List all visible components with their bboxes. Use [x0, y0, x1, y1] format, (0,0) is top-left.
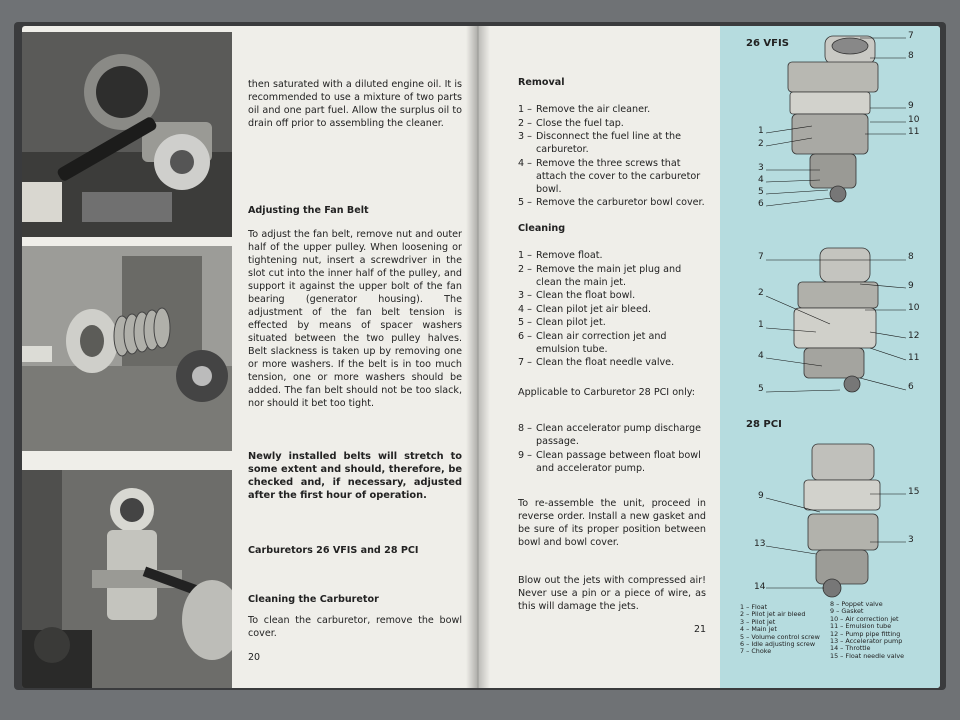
photo-fan-belt-pulley	[22, 246, 232, 451]
cleaning-steps	[518, 249, 706, 370]
legend-item: 13 – Accelerator pump	[830, 637, 903, 646]
list-item: 3 – Clean the float bowl.	[518, 290, 636, 301]
callout-label: 2	[758, 288, 764, 298]
cleaning-carburetor-heading: Cleaning the Carburetor	[248, 594, 379, 605]
legend-right	[830, 601, 904, 660]
callout-label: 12	[908, 331, 920, 341]
photo-air-cleaner	[22, 32, 232, 237]
removal-steps	[518, 103, 706, 210]
list-item: 1 – Remove the air cleaner.	[518, 104, 651, 115]
callout-label: 5	[758, 187, 764, 197]
callout-label: 11	[908, 127, 920, 137]
list-item: 5 – Remove the carburetor bowl cover.	[518, 197, 705, 208]
callout-label: 5	[758, 384, 764, 394]
legend-left	[740, 604, 820, 656]
legend-item: 12 – Pump pipe fitting	[830, 629, 901, 638]
new-belts-note: Newly installed belts will stretch to some extent and should, therefore, be checked and, if necessary, adjusted after the first hour of operation.	[248, 451, 462, 501]
legend-item: 9 – Gasket	[830, 607, 864, 616]
list-item: 3 – Disconnect the fuel line at the carburetor.	[518, 131, 682, 155]
callout-label: 2	[758, 139, 764, 149]
callout-label: 1	[758, 126, 764, 136]
list-item: 7 – Clean the float needle valve.	[518, 357, 675, 368]
callout-label: 7	[758, 252, 764, 262]
legend-item: 7 – Choke	[740, 647, 772, 656]
legend-item: 15 – Float needle valve	[830, 651, 905, 660]
list-item: 9 – Clean passage between float bowl and accelerator pump.	[518, 449, 701, 474]
list-item: 4 – Clean pilot jet air bleed.	[518, 303, 651, 315]
intro-paragraph: then saturated with a diluted engine oil. It is recommended to use a mixture of two parts oil and one part fuel. Allow the surplus oil to drain off prior to assembling the cleaner.	[248, 79, 462, 129]
applicable-note: Applicable to Carburetor 28 PCI only:	[518, 387, 696, 398]
list-item: 2 – Close the fuel tap.	[518, 117, 624, 129]
list-item: 1 – Remove float.	[518, 250, 603, 261]
list-item: 8 – Clean accelerator pump discharge passage.	[518, 423, 702, 447]
photo-carburetor	[22, 470, 232, 688]
fan-belt-paragraph: To adjust the fan belt, remove nut and outer half of the upper pulley. When loosening or tightening nut, insert a screwdriver in the slot cut into the inner half of the pulley, and support it against the upper bolt of the fan bearing (generator housing). The adjustment of the fan belt tension is effected by means of spacer washers situated between the two pulley halves. Belt slackness is taken up by removing one or more washers. If the belt is in too much tension, one or more washers should be added. The fan belt should not be too slack, nor should it bet too tight.	[248, 229, 462, 409]
legend-item: 2 – Pilot jet air bleed	[740, 610, 806, 619]
left-page	[22, 26, 476, 688]
list-item: 2 – Remove the main jet plug and clean the main jet.	[518, 263, 682, 288]
page-number-right: 21	[694, 624, 707, 635]
callout-label: 10	[908, 303, 920, 313]
page-number-left: 20	[248, 652, 261, 663]
carburetor-26vfis-view2-illustration	[720, 238, 940, 403]
callout-label: 3	[758, 163, 764, 173]
list-item: 4 – Remove the three screws that attach the cover to the carburetor bowl.	[518, 157, 701, 195]
legend-item: 5 – Volume control screw	[740, 632, 820, 641]
callout-label: 9	[908, 281, 914, 291]
callout-label: 11	[908, 353, 920, 363]
book-gutter	[466, 26, 490, 688]
callout-label: 9	[908, 101, 914, 111]
diagram-panel	[720, 26, 940, 688]
callout-label: 15	[908, 487, 920, 497]
legend-item: 14 – Throttle	[830, 644, 871, 653]
callout-label: 14	[754, 582, 766, 592]
legend-item: 10 – Air correction jet	[830, 614, 899, 623]
legend-item: 6 – Idle adjusting screw	[740, 640, 816, 649]
diagram-title-28pci: 28 PCI	[746, 419, 782, 430]
diagram-title-26vfis: 26 VFIS	[746, 38, 789, 49]
callout-label: 3	[908, 535, 914, 545]
reassemble-paragraph: To re-assemble the unit, proceed in reverse order. Install a new gasket and be sure of its proper position between bowl and bowl cover.	[518, 498, 706, 548]
callout-label: 4	[758, 175, 764, 185]
right-page	[476, 26, 940, 688]
legend-item: 3 – Pilot jet	[740, 617, 776, 626]
list-item: 6 – Clean air correction jet and emulsion tube.	[518, 330, 667, 355]
callout-label: 10	[908, 115, 920, 125]
carburetor-26vfis-illustration	[720, 26, 940, 226]
legend-item: 8 – Poppet valve	[830, 600, 883, 608]
legend-item: 4 – Main jet	[740, 625, 777, 634]
cleaning-paragraph: To clean the carburetor, remove the bowl cover.	[248, 615, 462, 639]
carburetors-heading: Carburetors 26 VFIS and 28 PCI	[248, 545, 419, 556]
blowout-paragraph: Blow out the jets with compressed air! Never use a pin or a piece of wire, as this will damage the jets.	[518, 575, 706, 612]
fan-belt-heading: Adjusting the Fan Belt	[248, 205, 369, 216]
legend-item: 11 – Emulsion tube	[830, 622, 892, 631]
callout-label: 8	[908, 252, 914, 262]
callout-label: 4	[758, 351, 764, 361]
callout-label: 7	[908, 31, 914, 41]
callout-label: 9	[758, 491, 764, 501]
callout-label: 6	[908, 382, 914, 392]
cleaning-heading: Cleaning	[518, 223, 566, 234]
callout-label: 6	[758, 199, 764, 209]
carburetor-28pci-illustration	[720, 436, 940, 601]
callout-label: 1	[758, 320, 764, 330]
callout-label: 13	[754, 539, 766, 549]
removal-heading: Removal	[518, 77, 565, 88]
list-item: 5 – Clean pilot jet.	[518, 317, 606, 328]
pci-steps	[518, 422, 706, 475]
legend-item: 1 – Float	[740, 603, 768, 611]
callout-label: 8	[908, 51, 914, 61]
